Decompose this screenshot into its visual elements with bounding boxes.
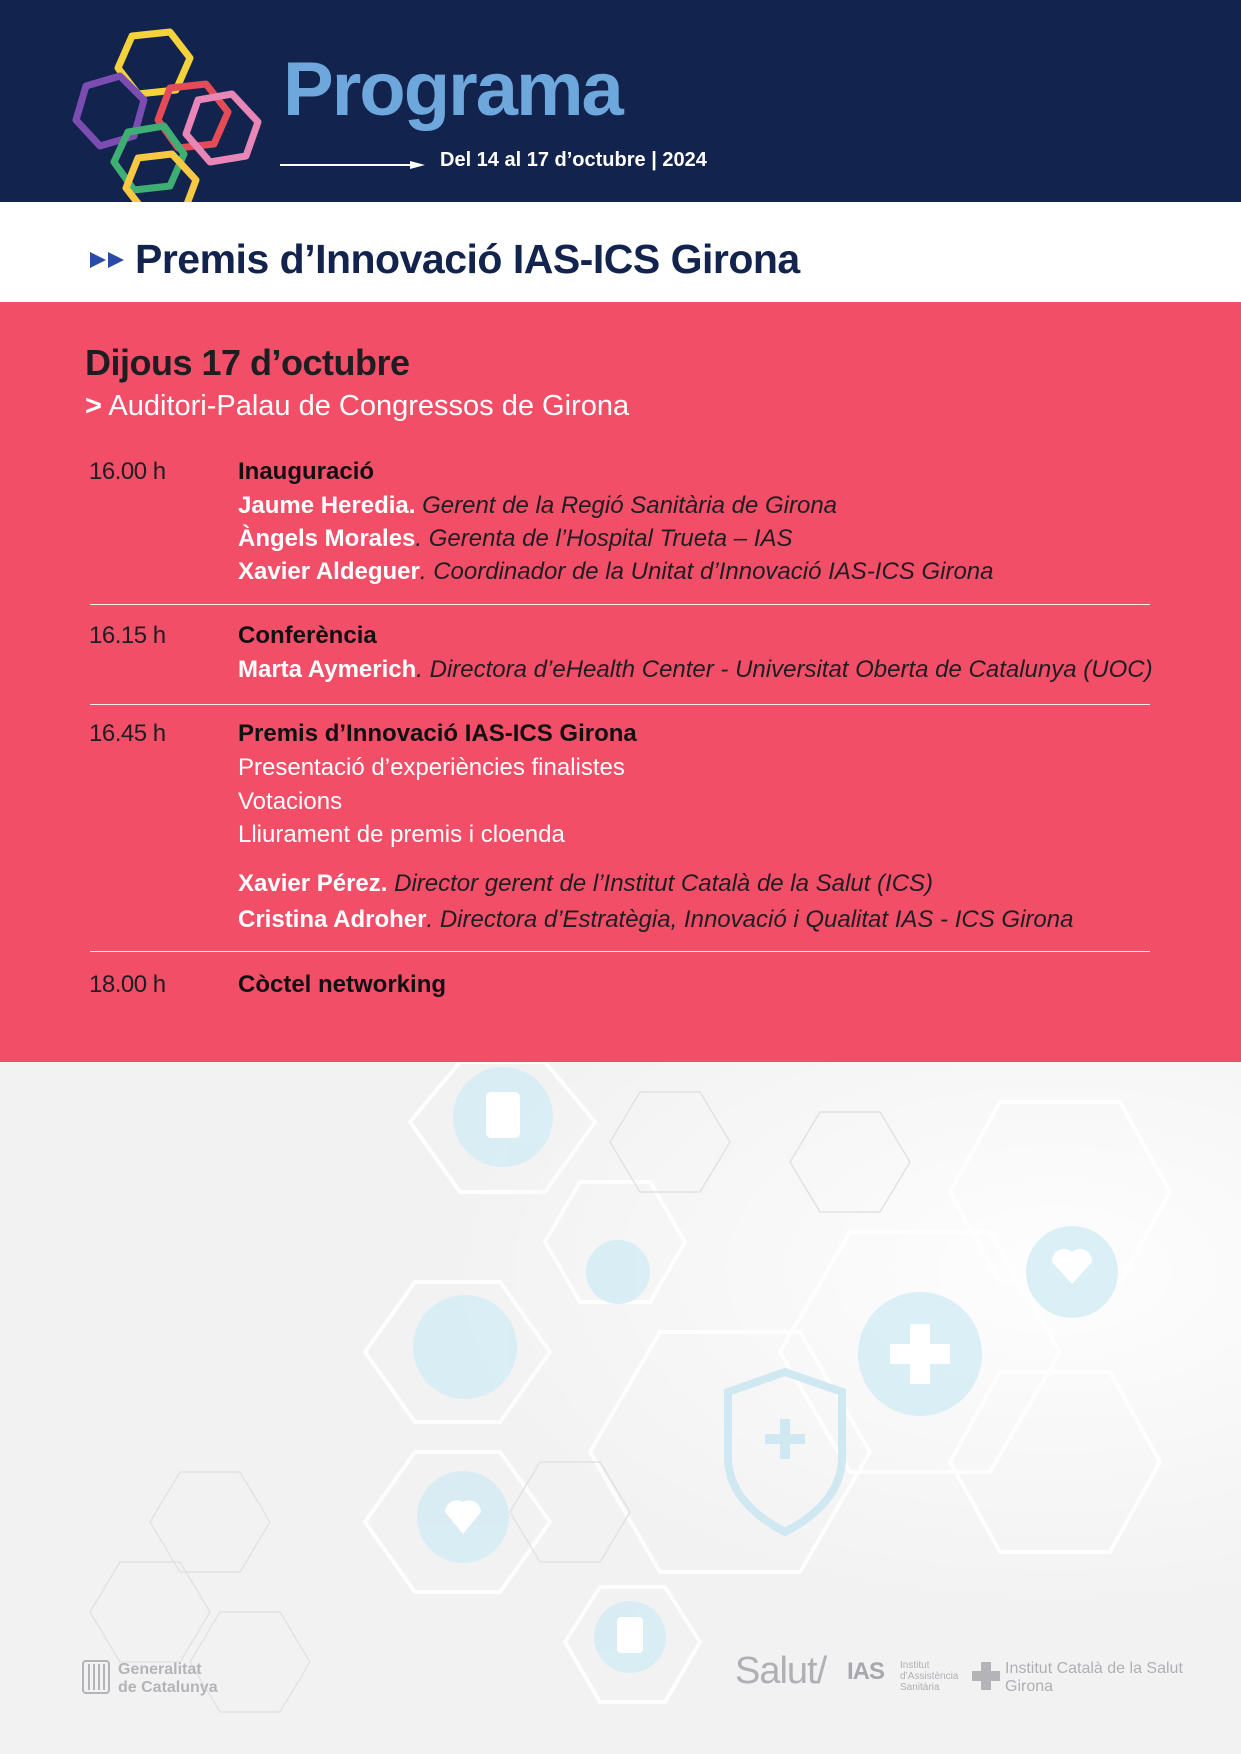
speaker-role: . Directora d’eHealth Center - Universitat Oberta de Catalunya (UOC) [416,656,1153,683]
speaker-name: Àngels Morales [238,525,416,552]
venue-marker: > [85,390,102,422]
subtitle: Premis d’Innovació IAS-ICS Girona [135,236,800,282]
speaker-name: Xavier Aldeguer [238,558,420,585]
session-time: 16.00 h [89,458,166,485]
ias-sub-line: Institut [900,1660,930,1671]
ics-cross-icon [972,1662,1000,1690]
ias-subtitle [900,1660,958,1693]
header-banner [0,0,1241,202]
ias-logo: IAS [847,1658,885,1685]
speaker-line [238,656,1153,684]
speaker-name: Marta Aymerich [238,656,417,683]
session-title: Premis d’Innovació IAS-ICS Girona [238,720,637,747]
ias-sub-line: d’Assistència [900,1671,959,1682]
ics-line1: Institut Català de la Salut [1005,1660,1183,1677]
agenda-item: Votacions [238,788,343,815]
generalitat-text [118,1661,218,1697]
generalitat-line2: de Catalunya [118,1679,218,1696]
speaker-line [238,870,933,898]
hexagon-logo-icon [72,28,264,220]
speaker-name: Cristina Adroher [238,906,427,933]
divider [90,604,1150,605]
ics-line2: Girona [1005,1678,1054,1695]
speaker-line [238,558,994,586]
speaker-role: . Gerenta de l’Hospital Trueta – IAS [415,525,793,552]
session-time: 16.45 h [89,720,166,747]
venue [85,390,629,423]
generalitat-line1: Generalitat [118,1661,202,1678]
session-time: 16.15 h [89,622,166,649]
speaker-name: Jaume Heredia. [238,492,416,519]
arrow-line-icon [280,160,425,170]
session-title: Còctel networking [238,971,447,998]
speaker-role: . Coordinador de la Unitat d’Innovació IAS-ICS Girona [419,558,994,585]
agenda-item: Presentació d’experiències finalistes [238,754,625,781]
generalitat-logo-icon [82,1660,110,1694]
session-title: Inauguració [238,458,375,485]
event-dates: Del 14 al 17 d’octubre | 2024 [440,149,707,171]
session-time: 18.00 h [89,971,166,998]
speaker-line [238,525,792,553]
speaker-line [238,492,837,520]
ics-text [1005,1660,1183,1696]
session-title: Conferència [238,622,377,649]
speaker-role: Gerent de la Regió Sanitària de Girona [422,492,838,519]
speaker-name: Xavier Pérez. [238,870,388,897]
day-heading: Dijous 17 d’octubre [85,342,410,383]
program-title: Programa [283,47,622,132]
speaker-line [238,906,1073,934]
medical-hexagon-background [0,1062,1241,1754]
salut-logo: Salut/ [735,1650,827,1692]
speaker-role: Director gerent de l’Institut Català de la Salut (ICS) [394,870,934,897]
venue-name: Auditori-Palau de Congressos de Girona [108,390,630,422]
agenda-item: Lliurament de premis i cloenda [238,821,565,848]
speaker-role: . Directora d’Estratègia, Innovació i Qualitat IAS - ICS Girona [426,906,1074,933]
divider [90,704,1150,705]
ias-sub-line: Sanitària [900,1682,940,1693]
double-play-icon [90,250,128,270]
divider [90,951,1150,952]
